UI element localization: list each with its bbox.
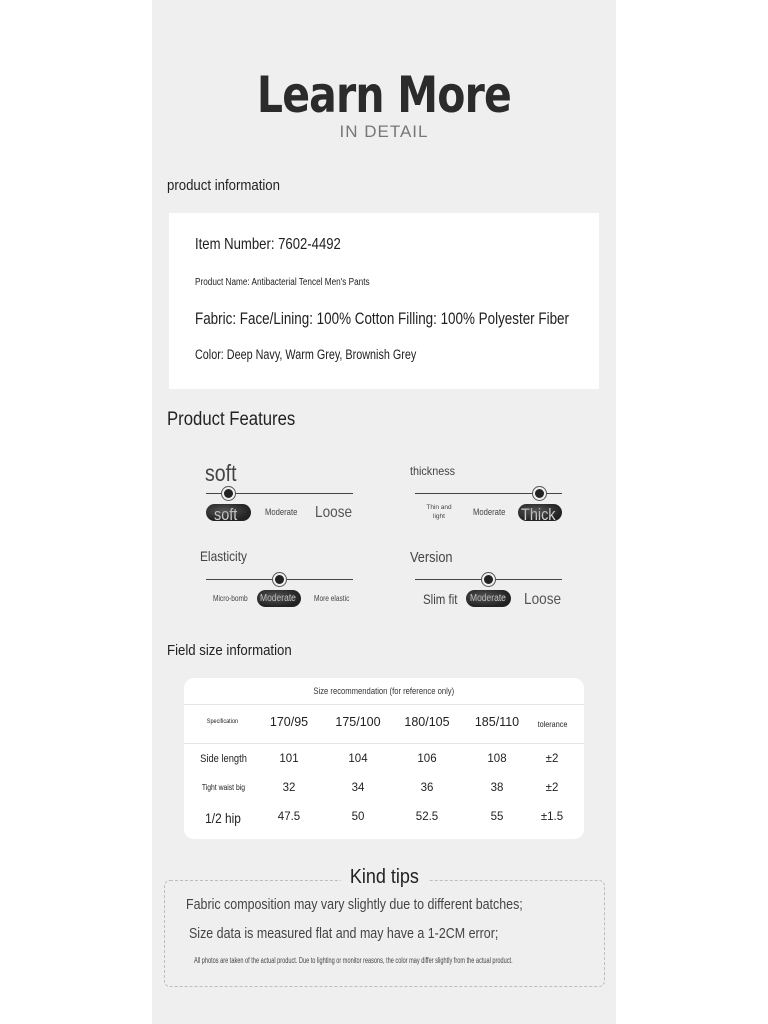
table-cell: ±2	[545, 753, 559, 765]
table-cell: 47.5	[277, 811, 301, 823]
option-soft-left: soft	[214, 505, 238, 524]
table-cell: 32	[282, 782, 296, 794]
column-header-size: 170/95	[269, 715, 309, 729]
column-header-tolerance: tolerance	[537, 719, 567, 729]
table-cell: 38	[490, 782, 504, 794]
table-cell: 50	[351, 811, 365, 823]
table-cell: ±2	[545, 782, 559, 794]
table-cell: 55	[490, 811, 504, 823]
size-info-heading: Field size information	[167, 642, 292, 659]
option-thickness-right: Thick	[521, 505, 556, 524]
row-label: Tight waist big	[201, 783, 246, 792]
option-elasticity-middle: Moderate	[260, 593, 296, 604]
product-info-heading: product information	[167, 177, 280, 194]
table-cell: ±1.5	[540, 811, 564, 823]
product-name: Product Name: Antibacterial Tencel Men's Pants	[195, 277, 370, 288]
column-header-size: 175/100	[335, 715, 381, 729]
option-thickness-left	[426, 503, 452, 521]
product-info-card	[169, 213, 599, 389]
size-table	[184, 678, 584, 839]
fabric-info: Fabric: Face/Lining: 100% Cotton Filling: 100% Polyester Fiber	[195, 309, 569, 328]
table-cell: 36	[420, 782, 434, 794]
table-cell: 34	[351, 782, 365, 794]
table-cell: 101	[279, 753, 299, 765]
content-panel	[152, 0, 616, 1024]
option-thickness-left-line1: Thin and	[426, 504, 452, 511]
kind-tips-title: Kind tips	[152, 866, 616, 889]
table-cell: 52.5	[415, 811, 439, 823]
slider-knob-elasticity	[275, 575, 284, 584]
option-version-left: Slim fit	[423, 591, 458, 607]
feature-label-soft: soft	[205, 460, 237, 486]
product-features-heading: Product Features	[167, 409, 296, 430]
column-header-specification: Specification	[206, 718, 238, 725]
row-label: 1/2 hip	[205, 810, 242, 826]
option-elasticity-left: Micro-bomb	[213, 594, 248, 603]
feature-label-elasticity: Elasticity	[200, 548, 247, 564]
option-soft-right: Loose	[315, 504, 353, 521]
option-thickness-left-line2: light	[433, 513, 445, 520]
option-elasticity-right: More elastic	[314, 594, 350, 603]
feature-label-version: Version	[410, 549, 453, 566]
color-info: Color: Deep Navy, Warm Grey, Brownish Grey	[195, 347, 417, 362]
table-divider	[184, 704, 584, 705]
page-title: Learn More	[256, 66, 512, 124]
tip-line-3: All photos are taken of the actual product. Due to lighting or monitor reasons, the color may differ slightly from the actual product.	[194, 956, 513, 965]
tip-line-1: Fabric composition may vary slightly due to different batches;	[186, 896, 523, 913]
feature-label-thickness: thickness	[410, 464, 456, 478]
slider-knob-version	[484, 575, 493, 584]
slider-knob-soft	[224, 489, 233, 498]
slider-knob-thickness	[535, 489, 544, 498]
column-header-size: 185/110	[474, 715, 520, 729]
table-cell: 106	[417, 753, 437, 765]
option-version-middle: Moderate	[470, 593, 506, 604]
table-cell: 104	[348, 753, 368, 765]
table-cell: 108	[487, 753, 507, 765]
item-number: Item Number: 7602-4492	[195, 236, 341, 253]
tip-line-2: Size data is measured flat and may have a 1-2CM error;	[189, 925, 499, 942]
option-soft-middle: Moderate	[265, 507, 298, 517]
option-thickness-middle: Moderate	[473, 507, 506, 517]
row-label: Side length	[200, 753, 247, 765]
column-header-size: 180/105	[404, 715, 450, 729]
table-divider	[184, 743, 584, 744]
option-version-right: Loose	[524, 591, 562, 608]
size-table-caption: Size recommendation (for reference only)	[313, 686, 455, 696]
page-subtitle: IN DETAIL	[339, 122, 429, 141]
